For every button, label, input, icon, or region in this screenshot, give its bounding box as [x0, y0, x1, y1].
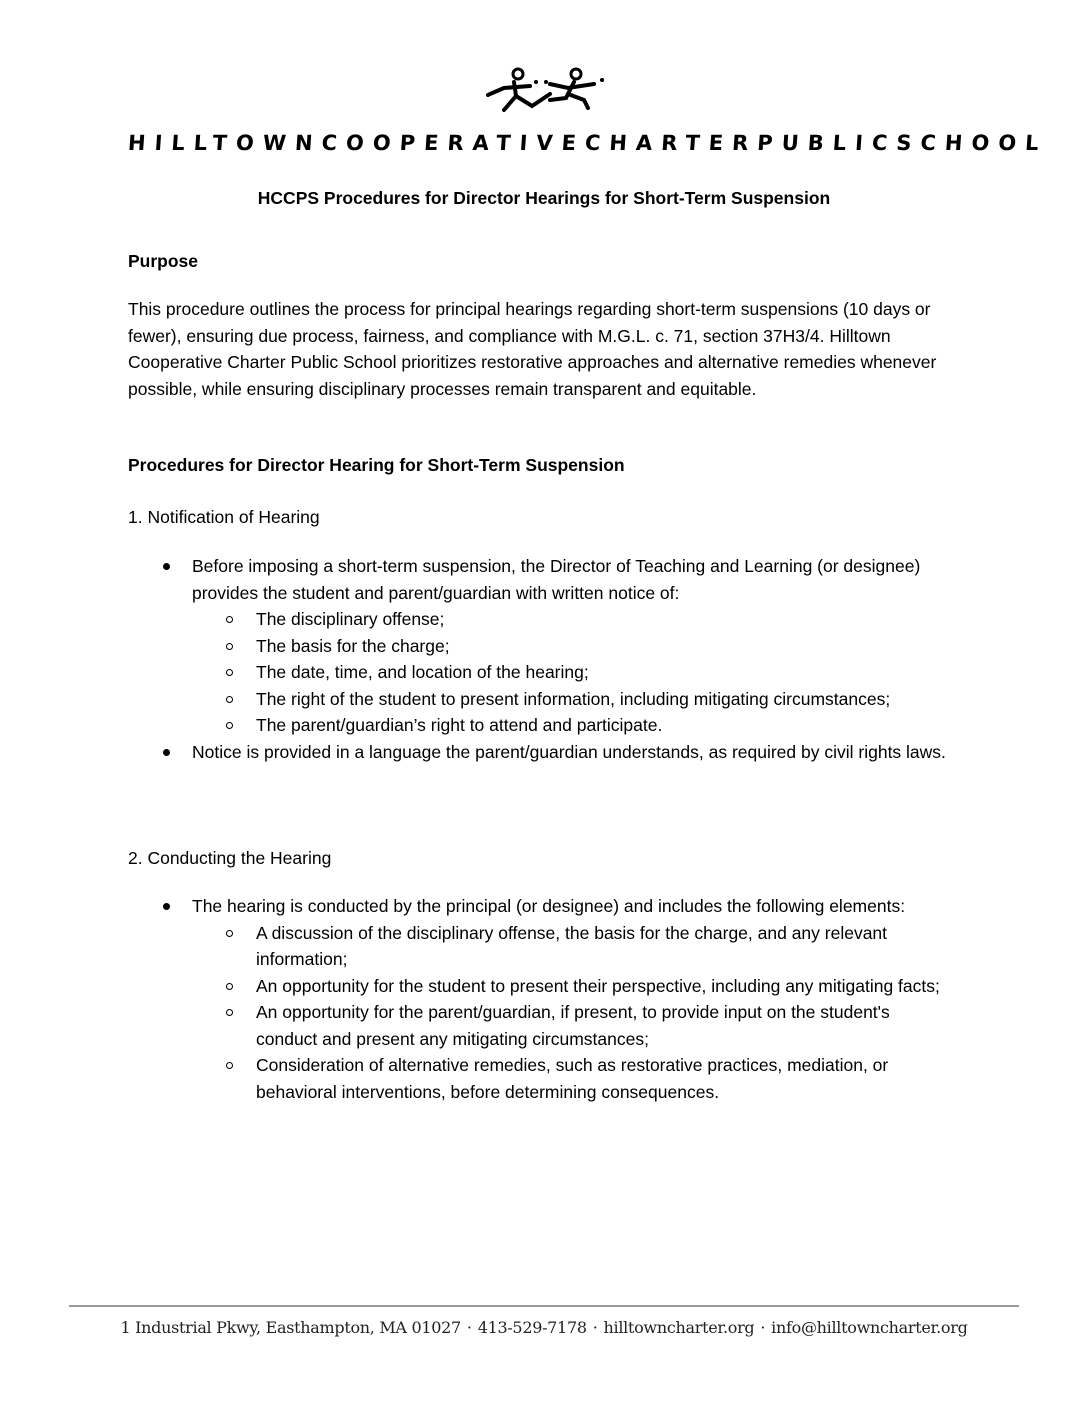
sub-list-item [256, 999, 952, 1052]
hollow-bullet-icon [226, 722, 233, 729]
hollow-bullet-icon [226, 1009, 233, 1016]
sub-list-item-text: The parent/guardian’s right to attend and participate. [256, 715, 663, 735]
footer-email-link[interactable]: info@hilltowncharter.org [771, 1318, 968, 1337]
procedures-heading: Procedures for Director Hearing for Short-Term Suspension [128, 455, 625, 475]
hollow-bullet-icon [226, 616, 233, 623]
section-1-title: 1. Notification of Hearing [128, 507, 320, 527]
sub-list-item [256, 659, 952, 686]
footer-divider [69, 1305, 1019, 1307]
purpose-paragraph: This procedure outlines the process for principal hearings regarding short-term suspensions (10 days or fewer), ensuring due process, fairness, and compliance with M.G.L. c. 71, section 37H3/4. Hilltown Cooperative Charter Public School prioritizes restorative approaches and alternative remedies whenever possible, while ensuring disciplinary processes remain transparent and equitable. [128, 299, 937, 399]
school-name-word: CHARTER [584, 131, 759, 155]
bullet-icon [163, 903, 170, 910]
section-1-list [192, 553, 952, 765]
school-name-word: COOPERATIVE [320, 131, 586, 155]
sub-list [192, 920, 952, 1106]
sub-list-item [256, 1052, 952, 1105]
sub-list-item-text: A discussion of the disciplinary offense, the basis for the charge, and any relevant information; [256, 922, 888, 969]
purpose-heading: Purpose [128, 251, 199, 271]
hollow-bullet-icon [226, 669, 233, 676]
sub-list-item-text: An opportunity for the parent/guardian, if present, to provide input on the student's conduct and present any mitigating circumstances; [256, 1002, 890, 1049]
sub-list-item-text: The right of the student to present information, including mitigating circumstances; [256, 688, 891, 709]
list-item-text: The hearing is conducted by the principal (or designee) and includes the following elements: [192, 896, 906, 916]
footer-contact [0, 1318, 1088, 1337]
sub-list-item-text: The disciplinary offense; [256, 609, 445, 629]
bullet-icon [163, 563, 170, 570]
sub-list-item [256, 606, 952, 633]
list-item [192, 739, 952, 766]
sub-list [192, 606, 952, 739]
hollow-bullet-icon [226, 696, 233, 703]
sub-list-item [256, 920, 952, 973]
list-item-text: Before imposing a short-term suspension, the Director of Teaching and Learning (or designee) provides the student and parent/guardian with written notice of: [192, 556, 921, 603]
school-name-wordmark [127, 128, 1049, 158]
footer-phone: 413-529-7178 [477, 1318, 587, 1337]
sub-list-item-text: The date, time, and location of the hearing; [256, 662, 589, 682]
sub-list-item [256, 686, 952, 713]
school-name-word: PUBLIC [756, 131, 898, 155]
school-logo-icon [484, 66, 614, 116]
sub-list-item [256, 973, 952, 1000]
list-item [192, 553, 952, 739]
sub-list-item [256, 633, 952, 660]
section-2-list [192, 893, 952, 1105]
footer-separator: · [466, 1318, 472, 1337]
document-title: HCCPS Procedures for Director Hearings for Short-Term Suspension [257, 188, 831, 208]
sub-list-item-text: Consideration of alternative remedies, such as restorative practices, mediation, or behavioral interventions, before determining consequences. [256, 1055, 889, 1102]
footer-separator: · [760, 1318, 766, 1337]
hollow-bullet-icon [226, 930, 233, 937]
footer-website-link[interactable]: hilltowncharter.org [603, 1318, 755, 1337]
hollow-bullet-icon [226, 1062, 233, 1069]
footer-separator: · [592, 1318, 598, 1337]
hollow-bullet-icon [226, 983, 233, 990]
footer-address: 1 Industrial Pkwy, Easthampton, MA 01027 [120, 1318, 461, 1337]
section-2-title: 2. Conducting the Hearing [128, 848, 332, 868]
school-name-word: SCHOOL [895, 131, 1049, 155]
hollow-bullet-icon [226, 643, 233, 650]
sub-list-item-text: The basis for the charge; [256, 635, 450, 656]
bullet-icon [163, 749, 170, 756]
sub-list-item-text: An opportunity for the student to present their perspective, including any mitigating facts; [256, 975, 940, 996]
list-item [192, 893, 952, 1105]
sub-list-item [256, 712, 952, 739]
list-item-text: Notice is provided in a language the parent/guardian understands, as required by civil rights laws. [192, 741, 946, 762]
school-name-word: HILLTOWN [127, 131, 323, 155]
